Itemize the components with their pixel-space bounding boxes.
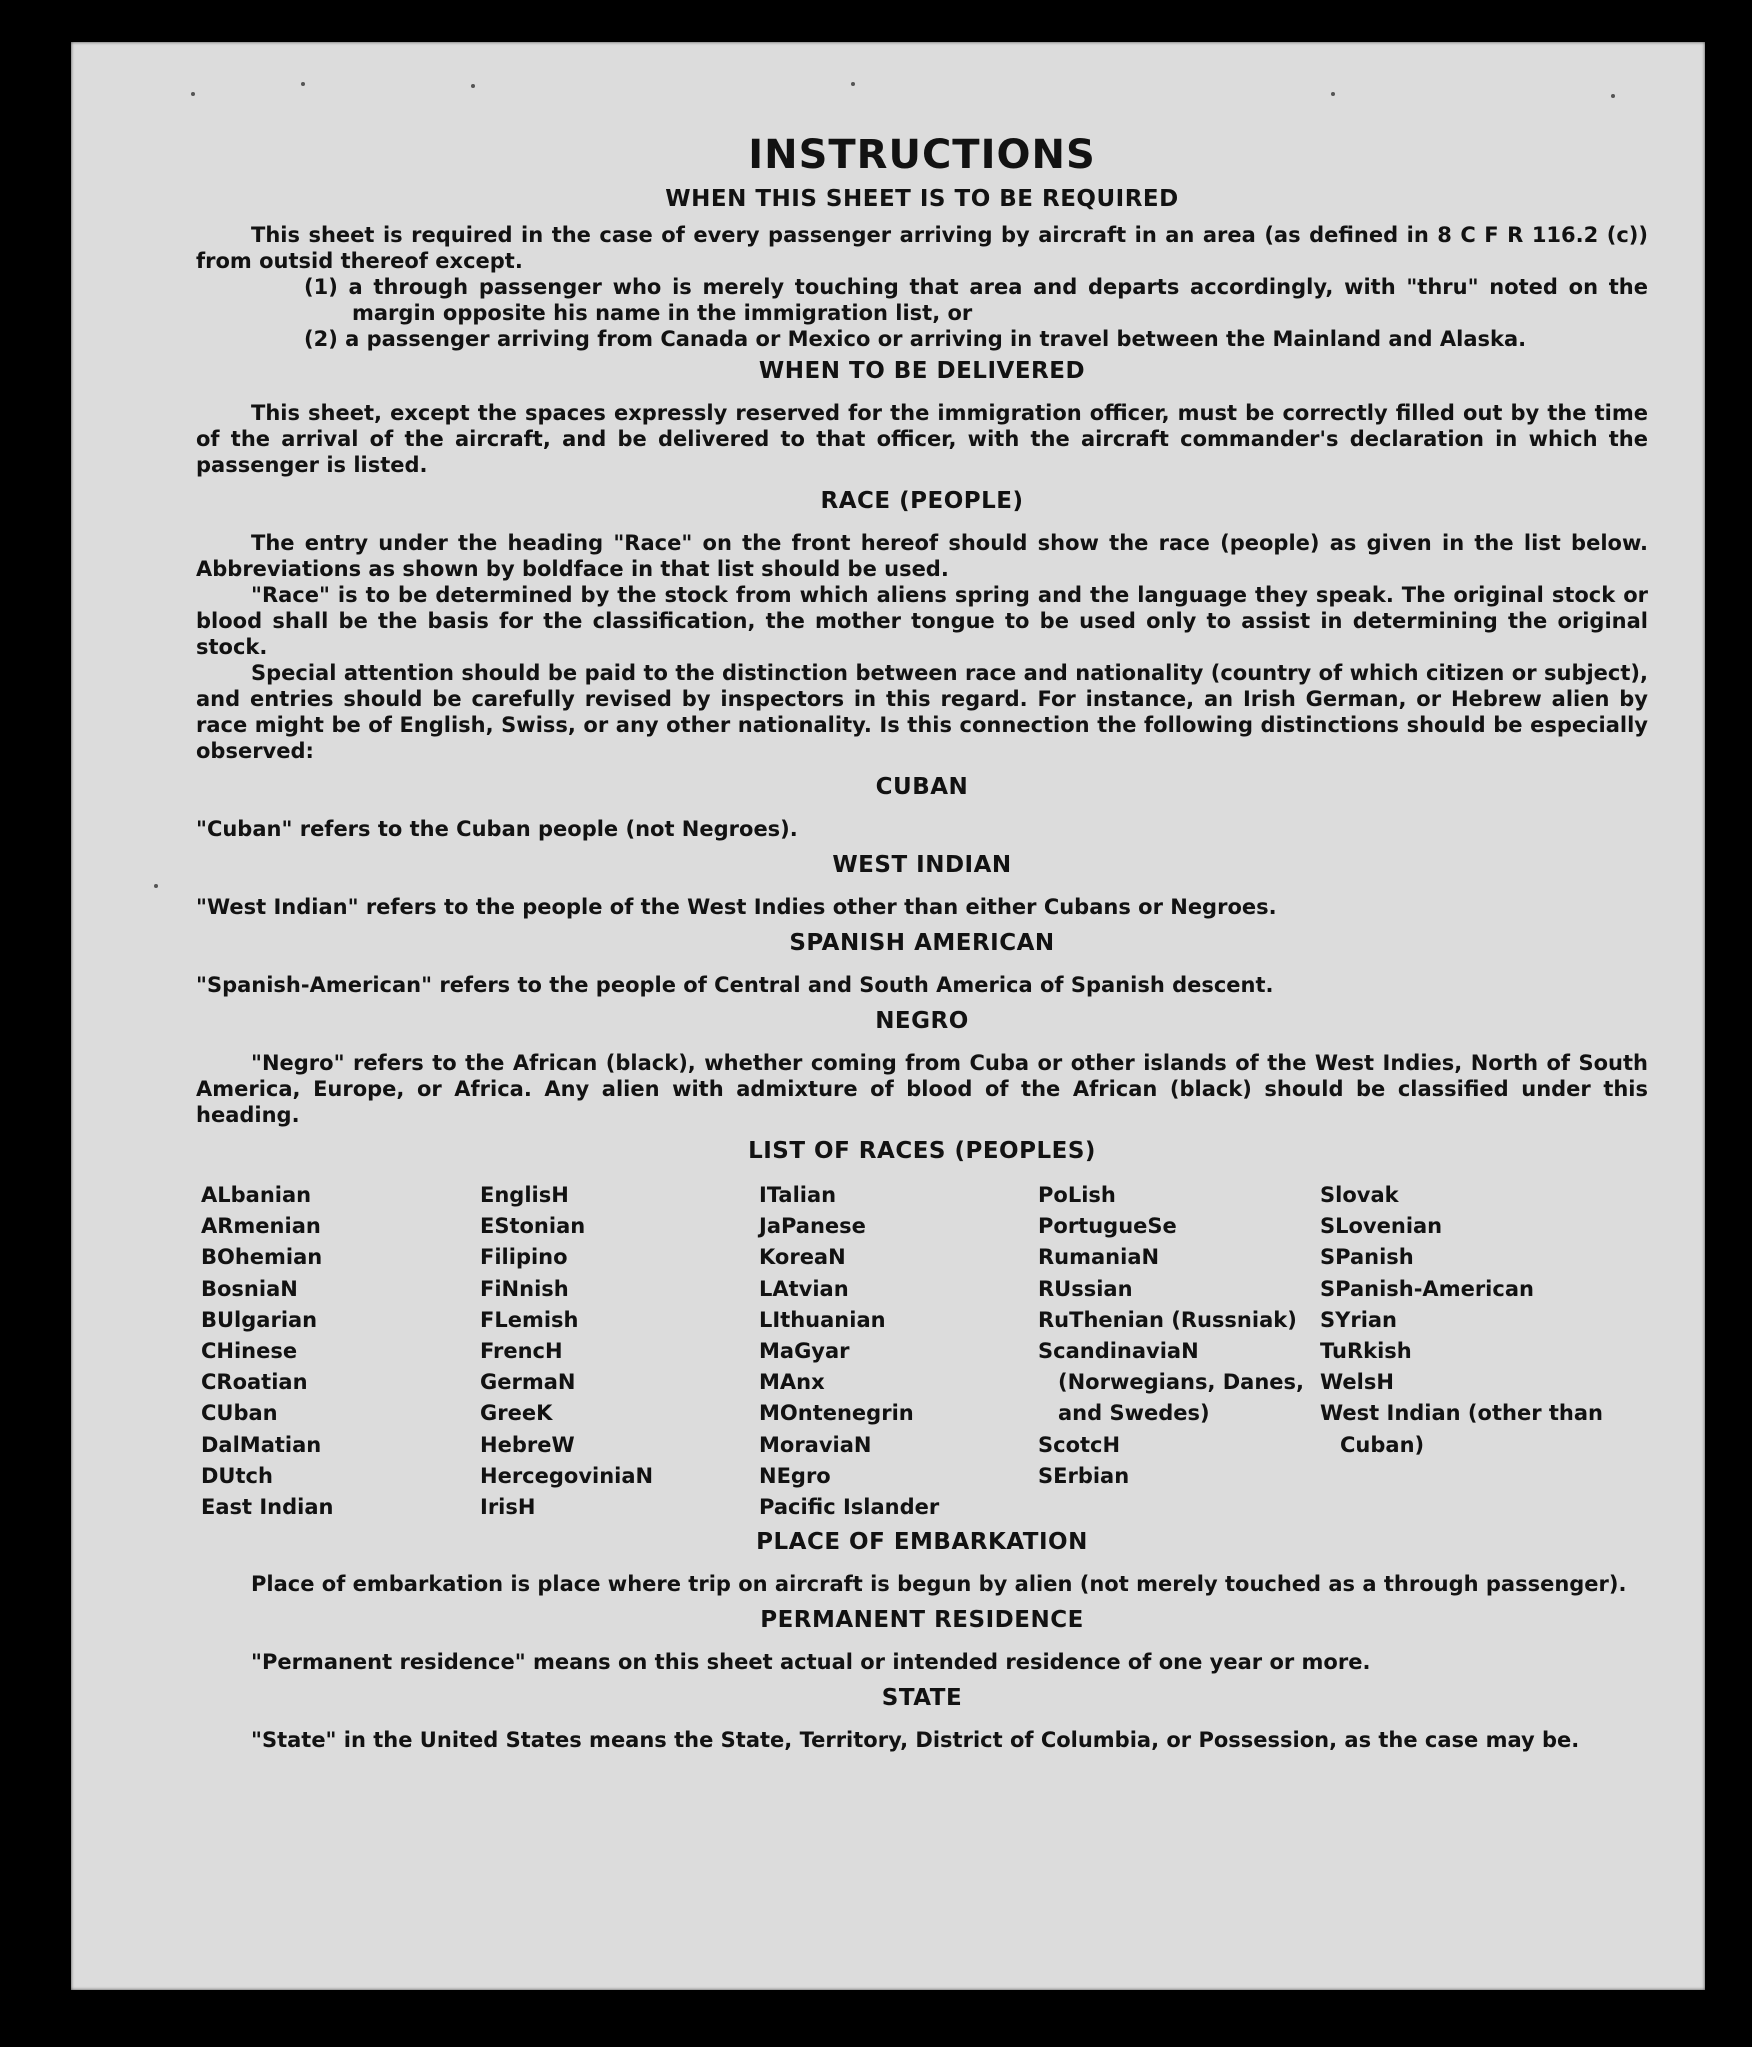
race-item: ScandinaviaN (Norwegians, Danes, and Swedes) (1038, 1339, 1305, 1426)
scan-speck (1611, 94, 1615, 98)
document-page (71, 42, 1705, 1990)
race-column (1320, 1180, 1653, 1523)
race-item: LAtvian (759, 1276, 849, 1301)
race-paragraph: The entry under the heading "Race" on the front hereof should show the race (people) as given in the list below. Abbreviations as shown by boldface in that list should be used. (196, 531, 1648, 581)
race-paragraph: Special attention should be paid to the distinction between race and nationality (country of which citizen or subject), and entries should be carefully revised by inspectors in this regard. For instance, an Irish German, or Hebrew alien by race might be of English, Swiss, or any other nationality. Is this connection the following distinctions should be especially observed: (196, 661, 1648, 763)
race-item: HebreW (480, 1432, 575, 1457)
heading-state: STATE (881, 1685, 963, 1712)
race-item: NEgro (759, 1463, 831, 1488)
scan-speck (154, 884, 158, 888)
scan-speck (851, 82, 855, 86)
race-list (201, 1180, 1648, 1523)
negro-text: "Negro" refers to the African (black), whether coming from Cuba or other islands of the West Indies, North of South America, Europe, or Africa. Any alien with admixture of blood of the African (black) should be classified under this heading. (196, 1051, 1648, 1127)
exception-list (196, 274, 1648, 352)
page-title: INSTRUCTIONS (748, 132, 1096, 178)
race-item: FrencH (480, 1339, 563, 1364)
heading-west-indian: WEST INDIAN (832, 852, 1012, 878)
scan-speck (301, 82, 305, 86)
race-item: RuThenian (Russniak) (1038, 1307, 1297, 1332)
heading-place-of-embarkation: PLACE OF EMBARKATION (756, 1529, 1088, 1556)
instructions-content (196, 132, 1648, 1753)
state-text: "State" in the United States means the State, Territory, District of Columbia, or Possession, as the case may be. (251, 1728, 1580, 1753)
race-item: West Indian (other than Cuban) (1320, 1401, 1603, 1457)
race-item: PortugueSe (1038, 1214, 1177, 1239)
race-item: LIthuanian (759, 1307, 886, 1332)
race-item: KoreaN (759, 1245, 846, 1270)
race-item: FiNnish (480, 1276, 569, 1301)
race-item: East Indian (201, 1495, 334, 1520)
scan-speck (1331, 92, 1335, 96)
exception-item: (1) a through passenger who is merely touching that area and departs accordingly, with "thru" noted on the margin opposite his name in the immigration list, or (304, 275, 1648, 325)
race-item: SPanish (1320, 1245, 1414, 1270)
race-item: PoLish (1038, 1183, 1116, 1207)
heading-list-of-races: LIST OF RACES (PEOPLES) (748, 1138, 1096, 1164)
race-item: GreeK (480, 1401, 553, 1426)
race-item: EStonian (480, 1214, 586, 1239)
race-item: SYrian (1320, 1307, 1398, 1332)
heading-permanent-residence: PERMANENT RESIDENCE (760, 1607, 1084, 1634)
race-item: Slovak (1320, 1183, 1399, 1207)
race-column (759, 1180, 1038, 1523)
race-item: Pacific Islander (759, 1495, 940, 1520)
race-paragraph: "Race" is to be determined by the stock from which aliens spring and the language they speak. The original stock or blood shall be the basis for the classification, the mother tongue to be used only to assist in determining the original stock. (196, 583, 1648, 659)
west-indian-text: "West Indian" refers to the people of the West Indies other than either Cubans or Negroes. (196, 895, 1277, 919)
race-item: BOhemian (201, 1245, 323, 1270)
race-item: HercegoviniaN (480, 1463, 654, 1488)
race-item: CUban (201, 1401, 278, 1426)
race-item: BosniaN (201, 1276, 298, 1301)
permanent-residence-text: "Permanent residence" means on this sheet actual or intended residence of one year or more. (251, 1650, 1371, 1675)
race-item: RumaniaN (1038, 1245, 1160, 1270)
race-item: DUtch (201, 1463, 273, 1488)
race-item: SLovenian (1320, 1214, 1443, 1239)
race-item: MOntenegrin (759, 1401, 914, 1426)
race-item: CHinese (201, 1339, 298, 1364)
race-item: IrisH (480, 1495, 536, 1520)
race-item: DalMatian (201, 1432, 322, 1457)
race-column (480, 1180, 759, 1523)
race-column (1038, 1180, 1320, 1523)
race-item: WelsH (1320, 1370, 1394, 1395)
when-delivered-text: This sheet, except the spaces expressly reserved for the immigration officer, must be correctly filled out by the time of the arrival of the aircraft, and be delivered to that officer, with the aircraft commander's declaration in which the passenger is listed. (196, 401, 1648, 477)
race-item: GermaN (480, 1370, 576, 1395)
race-item: Filipino (480, 1245, 568, 1270)
scan-speck (471, 84, 475, 88)
race-item: SErbian (1038, 1463, 1130, 1488)
cuban-text: "Cuban" refers to the Cuban people (not Negroes). (196, 817, 798, 841)
race-item: ARmenian (201, 1214, 321, 1239)
race-item: FLemish (480, 1307, 579, 1332)
embarkation-text: Place of embarkation is place where trip on aircraft is begun by alien (not merely touched as a through passenger). (251, 1572, 1627, 1597)
scan-speck (191, 92, 195, 96)
race-item: RUssian (1038, 1276, 1133, 1301)
exception-item: (2) a passenger arriving from Canada or Mexico or arriving in travel between the Mainland and Alaska. (304, 327, 1527, 351)
heading-when-required: WHEN THIS SHEET IS TO BE REQUIRED (665, 186, 1179, 212)
when-required-intro: This sheet is required in the case of every passenger arriving by aircraft in an area (as defined in 8 C F R 116.2 (c)) from outsid thereof except. (196, 223, 1648, 273)
race-item: SPanish-American (1320, 1276, 1534, 1301)
heading-when-delivered: WHEN TO BE DELIVERED (758, 358, 1086, 384)
heading-race: RACE (PEOPLE) (820, 488, 1024, 514)
race-item: ScotcH (1038, 1432, 1121, 1457)
race-item: BUlgarian (201, 1307, 318, 1332)
race-item: ALbanian (201, 1183, 312, 1207)
race-item: EnglisH (480, 1183, 569, 1207)
race-item: JaPanese (759, 1214, 866, 1239)
heading-cuban: CUBAN (875, 774, 969, 800)
race-item: CRoatian (201, 1370, 308, 1395)
race-item: ITalian (759, 1183, 837, 1207)
spanish-american-text: "Spanish-American" refers to the people of Central and South America of Spanish descent. (196, 973, 1274, 997)
race-item: TuRkish (1320, 1339, 1412, 1364)
race-column (201, 1180, 480, 1523)
race-item: MoraviaN (759, 1432, 872, 1457)
heading-spanish-american: SPANISH AMERICAN (789, 930, 1055, 956)
heading-negro: NEGRO (875, 1008, 969, 1034)
race-item: MAnx (759, 1370, 825, 1395)
race-item: MaGyar (759, 1339, 850, 1364)
